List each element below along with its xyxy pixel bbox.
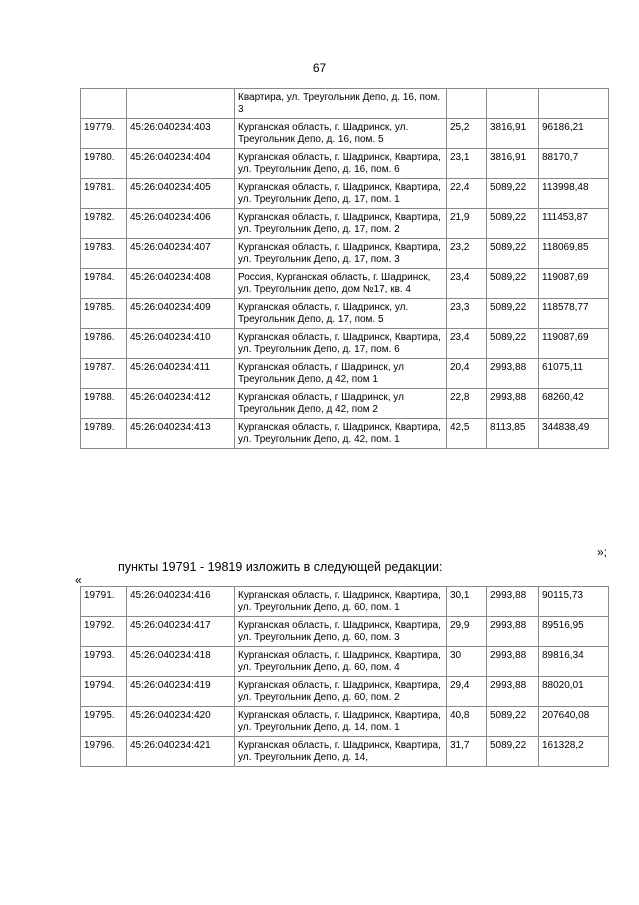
table-row [81, 269, 609, 299]
cadastral-number-cell: 45:26:040234:406 [127, 209, 235, 239]
area-cell: 21,9 [447, 209, 487, 239]
address-cell: Россия, Курганская область, г. Шадринск, ул. Треугольник депо, дом №17, кв. 4 [235, 269, 447, 299]
address-cell: Курганская область, г. Шадринск, Квартира, ул. Треугольник Депо, д. 60, пом. 2 [235, 677, 447, 707]
area-cell: 30 [447, 647, 487, 677]
cadastral-number-cell: 45:26:040234:411 [127, 359, 235, 389]
table-row [81, 179, 609, 209]
address-cell: Курганская область, г. Шадринск, Квартира, ул. Треугольник Депо, д. 17, пом. 6 [235, 329, 447, 359]
area-cell: 23,4 [447, 269, 487, 299]
cadastral-value-cell: 161328,2 [539, 737, 609, 767]
closing-quote: »; [596, 545, 607, 559]
address-cell: Курганская область, г. Шадринск, ул. Треугольник Депо, д. 16, пом. 5 [235, 119, 447, 149]
page-number: 67 [312, 61, 327, 75]
address-cell: Курганская область, г. Шадринск, Квартира, ул. Треугольник Депо, д. 14, [235, 737, 447, 767]
table-row [81, 149, 609, 179]
table-row [81, 737, 609, 767]
table-row [81, 239, 609, 269]
address-cell: Курганская область, г. Шадринск, Квартира, ул. Треугольник Депо, д. 60, пом. 1 [235, 587, 447, 617]
cadastral-number-cell: 45:26:040234:407 [127, 239, 235, 269]
unit-value-cell: 5089,22 [487, 179, 539, 209]
item-number-cell: 19783. [81, 239, 127, 269]
unit-value-cell: 5089,22 [487, 737, 539, 767]
unit-value-cell: 5089,22 [487, 269, 539, 299]
table-row [81, 329, 609, 359]
table-row [81, 707, 609, 737]
address-cell: Курганская область, г. Шадринск, Квартира, ул. Треугольник Депо, д. 17, пом. 3 [235, 239, 447, 269]
cadastral-value-cell: 90115,73 [539, 587, 609, 617]
cadastral-value-cell: 111453,87 [539, 209, 609, 239]
cadastral-number-cell: 45:26:040234:419 [127, 677, 235, 707]
cadastral-number-cell: 45:26:040234:416 [127, 587, 235, 617]
table-row [81, 119, 609, 149]
area-cell: 20,4 [447, 359, 487, 389]
cadastral-value-cell: 119087,69 [539, 269, 609, 299]
address-cell: Курганская область, г. Шадринск, Квартира, ул. Треугольник Депо, д. 16, пом. 6 [235, 149, 447, 179]
item-number-cell: 19789. [81, 419, 127, 449]
cadastral-value-cell: 89516,95 [539, 617, 609, 647]
unit-value-cell: 5089,22 [487, 239, 539, 269]
item-number-cell: 19792. [81, 617, 127, 647]
address-cell: Квартира, ул. Треугольник Депо, д. 16, пом. 3 [235, 89, 447, 119]
unit-value-cell: 2993,88 [487, 617, 539, 647]
unit-value-cell: 2993,88 [487, 647, 539, 677]
item-number-cell: 19781. [81, 179, 127, 209]
table-row [81, 209, 609, 239]
area-cell: 22,4 [447, 179, 487, 209]
area-cell: 25,2 [447, 119, 487, 149]
item-number-cell: 19788. [81, 389, 127, 419]
unit-value-cell: 5089,22 [487, 329, 539, 359]
table-row [81, 89, 609, 119]
item-number-cell: 19793. [81, 647, 127, 677]
cadastral-number-cell: 45:26:040234:409 [127, 299, 235, 329]
area-cell: 42,5 [447, 419, 487, 449]
item-number-cell: 19796. [81, 737, 127, 767]
table-row [81, 299, 609, 329]
cadastral-value-cell: 118578,77 [539, 299, 609, 329]
area-cell: 23,3 [447, 299, 487, 329]
unit-value-cell: 3816,91 [487, 149, 539, 179]
table2-body [81, 587, 609, 767]
area-cell: 23,4 [447, 329, 487, 359]
cadastral-value-cell: 68260,42 [539, 389, 609, 419]
table-row [81, 677, 609, 707]
area-cell: 31,7 [447, 737, 487, 767]
item-number-cell: 19794. [81, 677, 127, 707]
unit-value-cell: 5089,22 [487, 209, 539, 239]
unit-value-cell: 2993,88 [487, 389, 539, 419]
table-row [81, 647, 609, 677]
unit-value-cell: 2993,88 [487, 359, 539, 389]
unit-value-cell: 2993,88 [487, 587, 539, 617]
item-number-cell: 19779. [81, 119, 127, 149]
item-number-cell: 19795. [81, 707, 127, 737]
opening-quote: « [75, 573, 82, 587]
cadastral-table-1 [80, 88, 609, 449]
address-cell: Курганская область, г. Шадринск, Квартира, ул. Треугольник Депо, д. 42, пом. 1 [235, 419, 447, 449]
cadastral-value-cell: 118069,85 [539, 239, 609, 269]
address-cell: Курганская область, г. Шадринск, Квартира, ул. Треугольник Депо, д. 17, пом. 1 [235, 179, 447, 209]
area-cell: 40,8 [447, 707, 487, 737]
cadastral-number-cell: 45:26:040234:408 [127, 269, 235, 299]
unit-value-cell: 2993,88 [487, 677, 539, 707]
cadastral-value-cell: 119087,69 [539, 329, 609, 359]
cadastral-value-cell: 207640,08 [539, 707, 609, 737]
address-cell: Курганская область, г. Шадринск, ул. Треугольник Депо, д. 17, пом. 5 [235, 299, 447, 329]
item-number-cell: 19784. [81, 269, 127, 299]
table-row [81, 617, 609, 647]
unit-value-cell: 8113,85 [487, 419, 539, 449]
address-cell: Курганская область, г. Шадринск, Квартира, ул. Треугольник Депо, д. 14, пом. 1 [235, 707, 447, 737]
cadastral-number-cell: 45:26:040234:413 [127, 419, 235, 449]
address-cell: Курганская область, г. Шадринск, Квартира, ул. Треугольник Депо, д. 60, пом. 4 [235, 647, 447, 677]
area-cell: 29,4 [447, 677, 487, 707]
table-row [81, 587, 609, 617]
amendment-instruction: пункты 19791 - 19819 изложить в следующей редакции: [118, 560, 443, 574]
table1-body [81, 89, 609, 449]
cadastral-value-cell: 96186,21 [539, 119, 609, 149]
cadastral-number-cell: 45:26:040234:403 [127, 119, 235, 149]
area-cell: 30,1 [447, 587, 487, 617]
table-row [81, 389, 609, 419]
unit-value-cell: 5089,22 [487, 707, 539, 737]
cadastral-number-cell: 45:26:040234:405 [127, 179, 235, 209]
address-cell: Курганская область, г Шадринск, ул Треугольник Депо, д 42, пом 1 [235, 359, 447, 389]
address-cell: Курганская область, г Шадринск, ул Треугольник Депо, д 42, пом 2 [235, 389, 447, 419]
table-row [81, 419, 609, 449]
table-row [81, 359, 609, 389]
area-cell: 22,8 [447, 389, 487, 419]
address-cell: Курганская область, г. Шадринск, Квартира, ул. Треугольник Депо, д. 60, пом. 3 [235, 617, 447, 647]
item-number-cell: 19786. [81, 329, 127, 359]
unit-value-cell: 3816,91 [487, 119, 539, 149]
item-number-cell [81, 89, 127, 119]
area-cell: 23,1 [447, 149, 487, 179]
item-number-cell: 19785. [81, 299, 127, 329]
area-cell [447, 89, 487, 119]
cadastral-number-cell: 45:26:040234:421 [127, 737, 235, 767]
item-number-cell: 19791. [81, 587, 127, 617]
area-cell: 29,9 [447, 617, 487, 647]
unit-value-cell [487, 89, 539, 119]
item-number-cell: 19780. [81, 149, 127, 179]
cadastral-number-cell: 45:26:040234:417 [127, 617, 235, 647]
cadastral-value-cell: 344838,49 [539, 419, 609, 449]
area-cell: 23,2 [447, 239, 487, 269]
cadastral-value-cell: 88170,7 [539, 149, 609, 179]
unit-value-cell: 5089,22 [487, 299, 539, 329]
cadastral-value-cell: 113998,48 [539, 179, 609, 209]
cadastral-number-cell [127, 89, 235, 119]
cadastral-table-2 [80, 586, 609, 767]
cadastral-number-cell: 45:26:040234:418 [127, 647, 235, 677]
cadastral-value-cell: 89816,34 [539, 647, 609, 677]
item-number-cell: 19787. [81, 359, 127, 389]
cadastral-number-cell: 45:26:040234:420 [127, 707, 235, 737]
cadastral-value-cell: 61075,11 [539, 359, 609, 389]
cadastral-number-cell: 45:26:040234:404 [127, 149, 235, 179]
item-number-cell: 19782. [81, 209, 127, 239]
cadastral-value-cell [539, 89, 609, 119]
cadastral-number-cell: 45:26:040234:412 [127, 389, 235, 419]
cadastral-value-cell: 88020,01 [539, 677, 609, 707]
address-cell: Курганская область, г. Шадринск, Квартира, ул. Треугольник Депо, д. 17, пом. 2 [235, 209, 447, 239]
cadastral-number-cell: 45:26:040234:410 [127, 329, 235, 359]
